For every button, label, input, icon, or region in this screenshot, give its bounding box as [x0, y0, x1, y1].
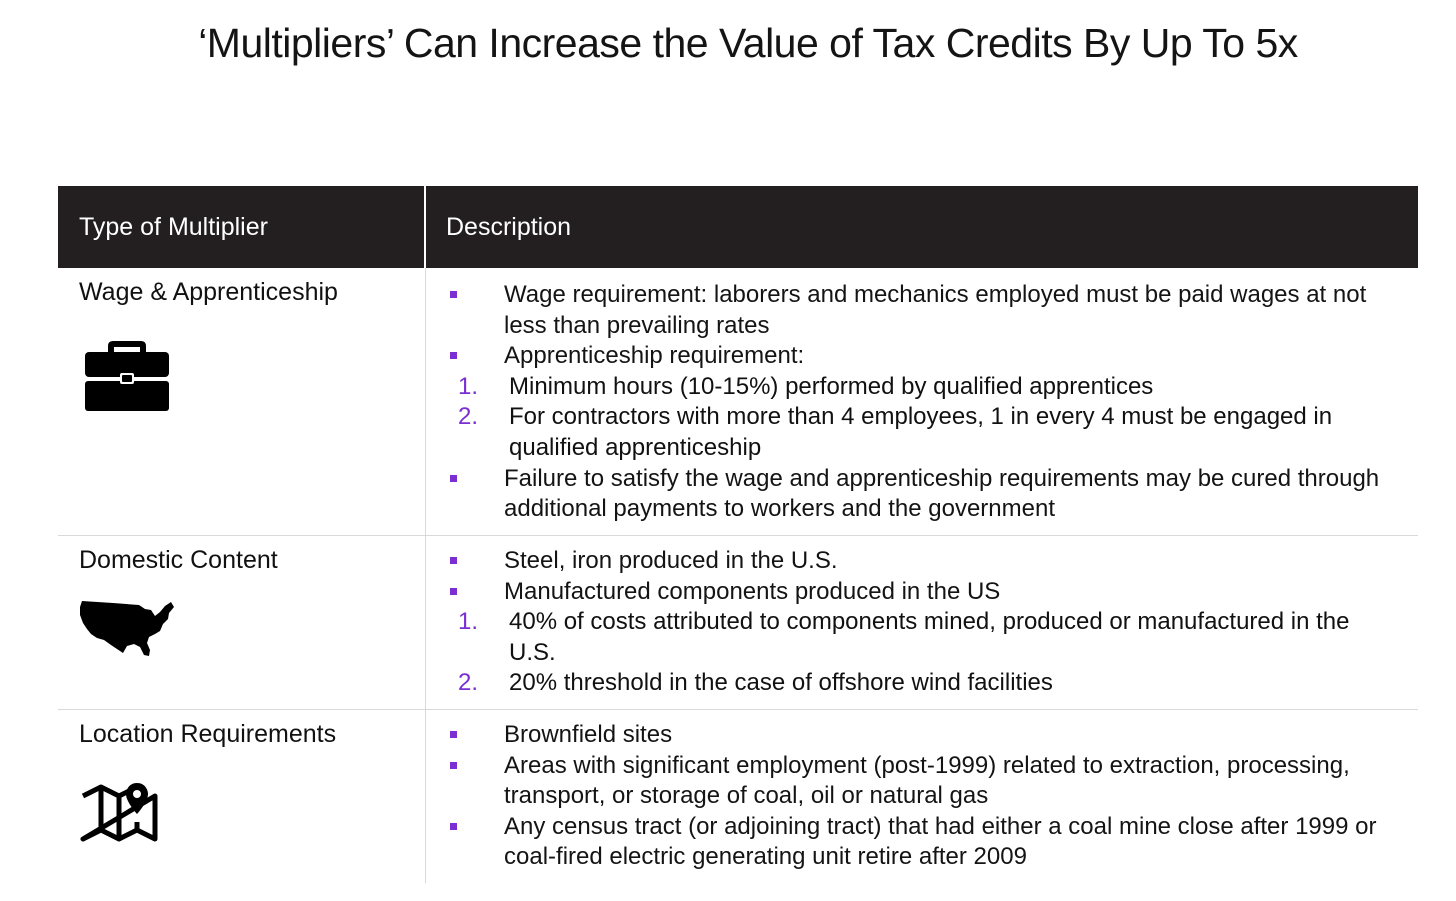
bullet-text: Brownfield sites: [504, 721, 673, 748]
item-number: 2.: [458, 403, 479, 431]
numbered-item: [446, 372, 1398, 403]
bullet-text: Apprenticeship requirement:: [504, 342, 805, 370]
table-header: [58, 186, 1418, 268]
table-row: [58, 268, 1418, 536]
multiplier-table: [58, 186, 1418, 883]
list-item: [446, 720, 1398, 751]
bullet-text: Manufactured components produced in the US: [504, 577, 1001, 605]
bullet-text: Areas with significant employment (post-1999) related to extraction, processing, transport, or storage of coal, oil or natural gas: [504, 751, 1350, 810]
numbered-item: [446, 607, 1398, 668]
type-label: Wage & Apprenticeship: [79, 278, 338, 306]
bullet-marker: [450, 291, 457, 298]
description-cell: [426, 268, 1418, 535]
briefcase-icon: [84, 338, 170, 412]
type-label: Domestic Content: [79, 546, 278, 574]
item-text: 20% threshold in the case of offshore wind facilities: [509, 669, 1053, 697]
type-cell: [58, 268, 426, 535]
bullet-marker: [450, 557, 457, 564]
type-cell: [58, 710, 426, 883]
item-number: 1.: [458, 608, 479, 636]
page-title: ‘Multipliers’ Can Increase the Value of Tax Credits By Up To 5x: [198, 20, 1298, 66]
description-cell: [426, 710, 1418, 883]
list-item: [446, 280, 1398, 341]
us-map-icon: [79, 597, 175, 659]
bullet-text: Steel, iron produced in the U.S.: [504, 547, 838, 574]
item-number: 1.: [458, 372, 479, 400]
list-item: [446, 341, 1398, 372]
list-item: [446, 464, 1398, 525]
header-type-of-multiplier: Type of Multiplier: [58, 186, 426, 268]
list-item: [446, 751, 1398, 812]
map-pin-icon: [80, 782, 158, 844]
description-cell: [426, 536, 1418, 709]
numbered-item: [446, 402, 1398, 463]
type-label: Location Requirements: [79, 720, 337, 748]
bullet-marker: [450, 475, 457, 482]
table-row: [58, 536, 1418, 710]
bullet-marker: [450, 352, 457, 359]
item-text: 40% of costs attributed to components mined, produced or manufactured in the U.S.: [509, 608, 1350, 666]
list-item: [446, 546, 1398, 577]
bullet-marker: [450, 762, 457, 769]
bullet-marker: [450, 588, 457, 595]
bullet-marker: [450, 823, 457, 830]
item-text: Minimum hours (10-15%) performed by qualified apprentices: [509, 372, 1154, 400]
list-item: [446, 577, 1398, 608]
table-row: [58, 710, 1418, 883]
bullet-text: Wage requirement: laborers and mechanics employed must be paid wages at not less than prevailing rates: [504, 281, 1367, 339]
bullet-marker: [450, 731, 457, 738]
type-cell: [58, 536, 426, 709]
item-text: For contractors with more than 4 employees, 1 in every 4 must be engaged in qualified apprenticeship: [509, 403, 1333, 461]
list-item: [446, 812, 1398, 873]
bullet-text: Failure to satisfy the wage and apprenticeship requirements may be cured through additional payments to workers and the government: [504, 464, 1380, 523]
numbered-item: [446, 668, 1398, 699]
item-number: 2.: [458, 669, 479, 697]
bullet-text: Any census tract (or adjoining tract) that had either a coal mine close after 1999 or coal-fired electric generating unit retire after 2009: [504, 812, 1377, 871]
header-description: Description: [446, 212, 572, 241]
